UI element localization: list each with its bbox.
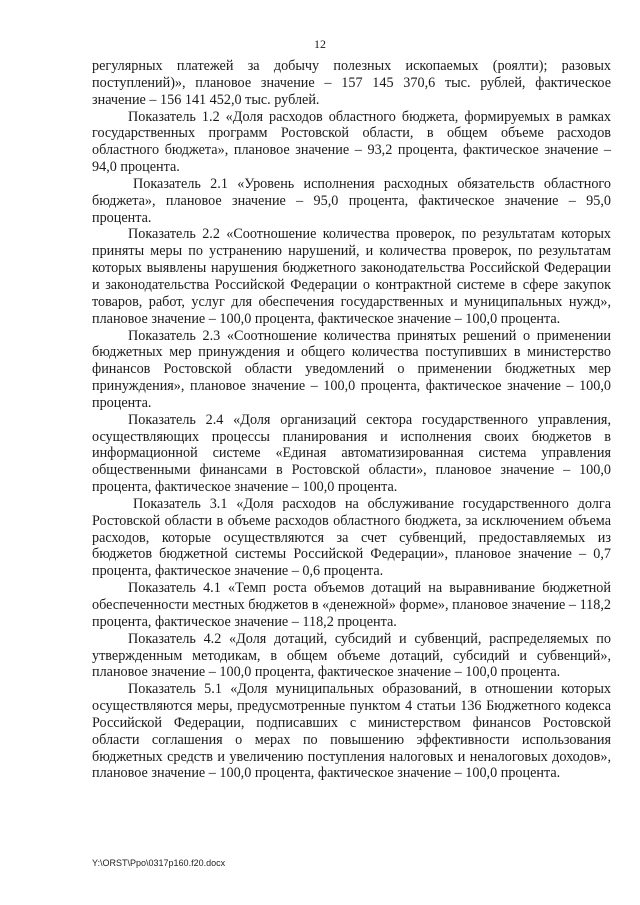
paragraph-indicator-2-3: Показатель 2.3 «Соотношение количества принятых решений о применении бюджетных мер принуждения и общего количества поступивших в министерство финансов Ростовской области уведомлений о применении бюджетных мер принуждения», плановое значение – 100,0 процента, фактическое значение – 100,0 процента. xyxy=(92,327,611,411)
document-body xyxy=(92,58,611,782)
paragraph-indicator-4-1: Показатель 4.1 «Темп роста объемов дотаций на выравнивание бюджетной обеспеченности местных бюджетов в «денежной» форме», плановое значение – 118,2 процента, фактическое значение – 118,2 процента. xyxy=(92,580,611,630)
paragraph-indicator-5-1: Показатель 5.1 «Доля муниципальных образований, в отношении которых осуществляются меры, предусмотренные пунктом 4 статьи 136 Бюджетного кодекса Российской Федерации, подписавших с министерством финансов Ростовской области соглашения о мерах по повышению эффективности использования бюджетных средств и увеличению поступления налоговых и неналоговых доходов», плановое значение – 100,0 процента, фактическое значение – 100,0 процента. xyxy=(92,681,611,782)
paragraph-indicator-4-2: Показатель 4.2 «Доля дотаций, субсидий и субвенций, распределяемых по утвержденным методикам, в общем объеме дотаций, субсидий и субвенций», плановое значение – 100,0 процента, фактическое значение – 100,0 процента. xyxy=(92,630,611,681)
paragraph-indicator-2-1: Показатель 2.1 «Уровень исполнения расходных обязательств областного бюджета», плановое значение – 95,0 процента, фактическое значение – 95,0 процента. xyxy=(92,175,611,226)
paragraph-indicator-3-1: Показатель 3.1 «Доля расходов на обслуживание государственного долга Ростовской области в объеме расходов областного бюджета, за исключением объема расходов, которые осуществляются за счет субвенций, предоставляемых из бюджетов бюджетной системы Российской Федерации», плановое значение – 0,7 процента, фактическое значение – 0,6 процента. xyxy=(92,495,611,580)
paragraph-continuation: регулярных платежей за добычу полезных ископаемых (роялти); разовых поступлений)», плановое значение – 157 145 370,6 тыс. рублей, фактическое значение – 156 141 452,0 тыс. рублей. xyxy=(92,58,611,108)
paragraph-indicator-2-2: Показатель 2.2 «Соотношение количества проверок, по результатам которых приняты меры по устранению нарушений, и количества проверок, по результатам которых выявлены нарушения бюджетного законодательства Российской Федерации и законодательства Российской Федерации о контрактной системе в сфере закупок товаров, работ, услуг для обеспечения государственных и муниципальных нужд», плановое значение – 100,0 процента, фактическое значение – 100,0 процента. xyxy=(92,226,611,327)
page-number: 12 xyxy=(314,37,326,51)
footer-file-path: Y:\ORST\Ppo\0317p160.f20.docx xyxy=(92,858,226,868)
paragraph-indicator-2-4: Показатель 2.4 «Доля организаций сектора государственного управления, осуществляющих процессы планирования и исполнения своих бюджетов в информационной системе «Единая автоматизированная система управления общественными финансами в Ростовской области», плановое значение – 100,0 процента, фактическое значение – 100,0 процента. xyxy=(92,411,611,496)
paragraph-indicator-1-2: Показатель 1.2 «Доля расходов областного бюджета, формируемых в рамках государственных программ Ростовской области, в общем объеме расходов областного бюджета», плановое значение – 93,2 процента, фактическое значение – 94,0 процента. xyxy=(92,108,611,176)
